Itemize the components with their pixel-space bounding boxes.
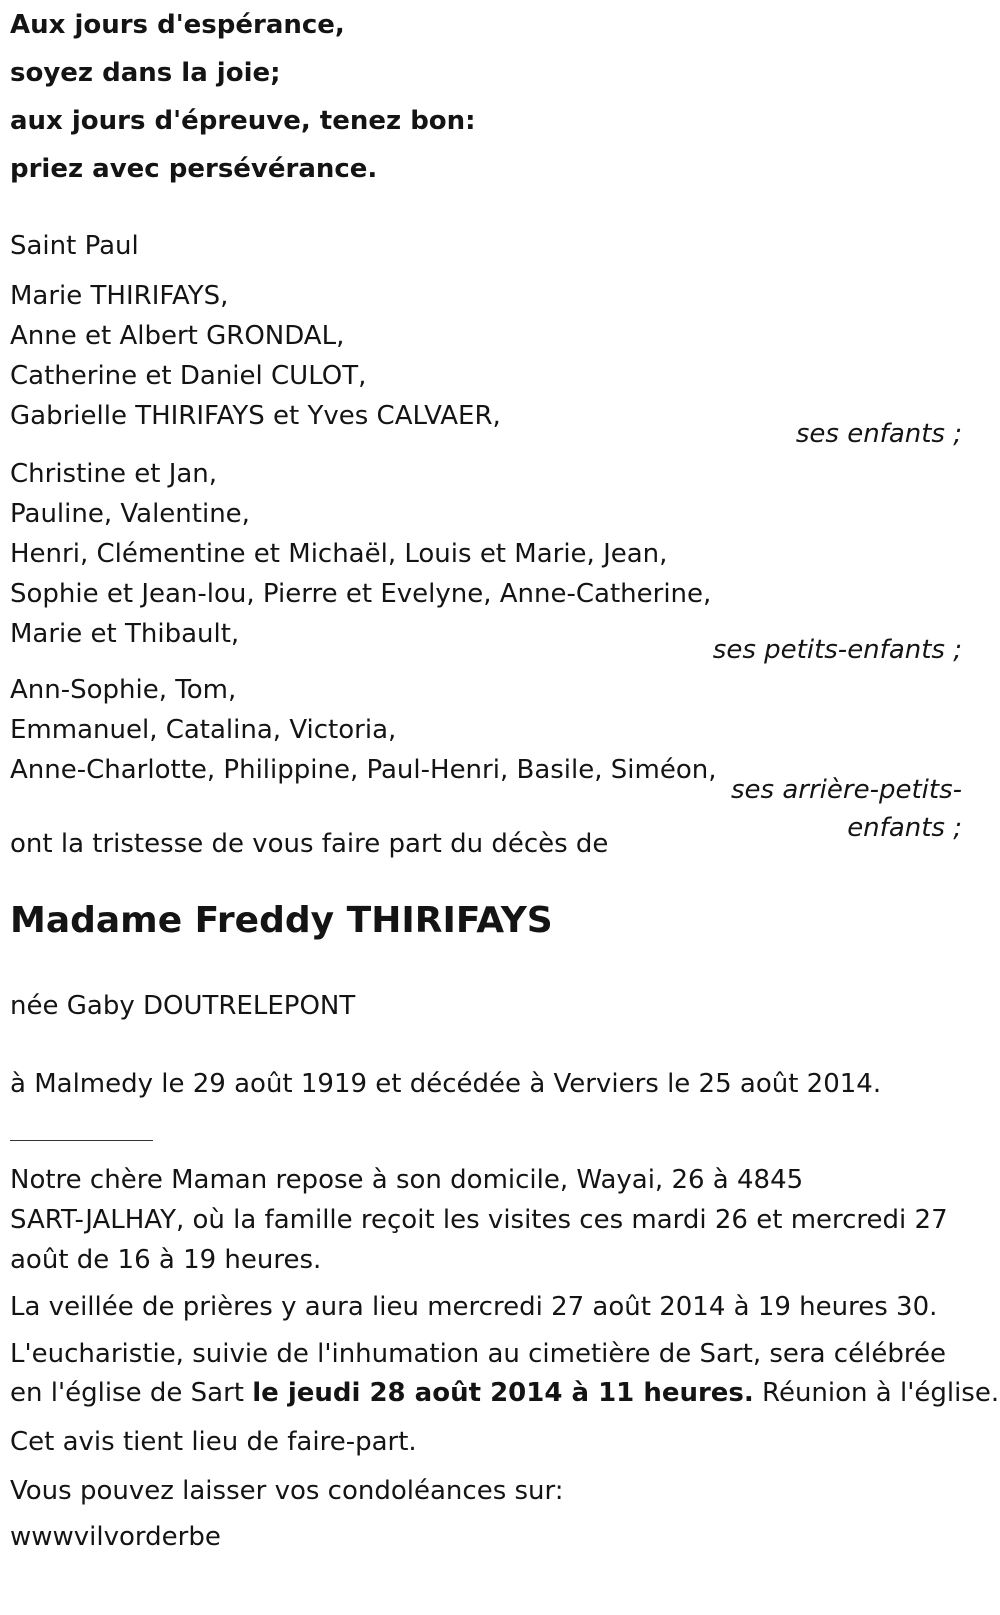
notice-text: Cet avis tient lieu de faire-part. [10,1427,417,1457]
great-grandchildren-role-line-2: enfants ; [847,813,962,843]
children-role: ses enfants ; [795,419,962,449]
children-list [10,276,501,436]
mass-line-1: L'eucharistie, suivie de l'inhumation au cimetière de Sart, sera célébrée [10,1339,946,1369]
paragraph-line: SART-JALHAY, où la famille reçoit les visites ces mardi 26 et mercredi 27 [10,1205,948,1235]
list-item: Ann-Sophie, Tom, [10,675,237,705]
vigil-text: La veillée de prières y aura lieu mercredi 27 août 2014 à 19 heures 30. [10,1292,938,1322]
list-item: Marie et Thibault, [10,619,240,649]
mass-meeting: Réunion à l'église. [753,1378,1000,1408]
quote-line-2: soyez dans la joie; [10,58,281,88]
paragraph-line: août de 16 à 19 heures. [10,1245,322,1275]
separator-rule [10,1140,153,1141]
condolences-website[interactable]: wwwvilvorderbe [10,1522,221,1552]
grandchildren-role: ses petits-enfants ; [712,635,962,665]
rest-paragraph [10,1160,948,1280]
deceased-name: Madame Freddy THIRIFAYS [10,900,553,941]
deceased-maiden-name: née Gaby DOUTRELEPONT [10,991,356,1021]
condolences-text: Vous pouvez laisser vos condoléances sur: [10,1476,564,1506]
list-item: Christine et Jan, [10,459,218,489]
list-item: Anne et Albert GRONDAL, [10,321,345,351]
list-item: Catherine et Daniel CULOT, [10,361,367,391]
list-item: Pauline, Valentine, [10,499,250,529]
mass-datetime: le jeudi 28 août 2014 à 11 heures. [252,1378,754,1408]
list-item: Anne-Charlotte, Philippine, Paul-Henri, Basile, Siméon, [10,755,717,785]
mass-line-2 [10,1378,999,1408]
list-item: Gabrielle THIRIFAYS et Yves CALVAER, [10,401,501,431]
deceased-dates: à Malmedy le 29 août 1919 et décédée à Verviers le 25 août 2014. [10,1069,882,1099]
list-item: Emmanuel, Catalina, Victoria, [10,715,397,745]
quote-line-3: aux jours d'épreuve, tenez bon: [10,106,476,136]
quote-line-1: Aux jours d'espérance, [10,10,345,40]
quote-author: Saint Paul [10,231,139,261]
great-grandchildren-list [10,670,716,790]
quote-line-4: priez avec persévérance. [10,154,378,184]
grandchildren-list [10,454,711,654]
list-item: Marie THIRIFAYS, [10,281,229,311]
paragraph-line: Notre chère Maman repose à son domicile, Wayai, 26 à 4845 [10,1165,804,1195]
mass-location: en l'église de Sart [10,1378,253,1408]
great-grandchildren-role-line-1: ses arrière-petits- [731,775,962,805]
list-item: Henri, Clémentine et Michaël, Louis et Marie, Jean, [10,539,668,569]
announcement-text: ont la tristesse de vous faire part du décès de [10,829,609,859]
list-item: Sophie et Jean-lou, Pierre et Evelyne, Anne-Catherine, [10,579,712,609]
